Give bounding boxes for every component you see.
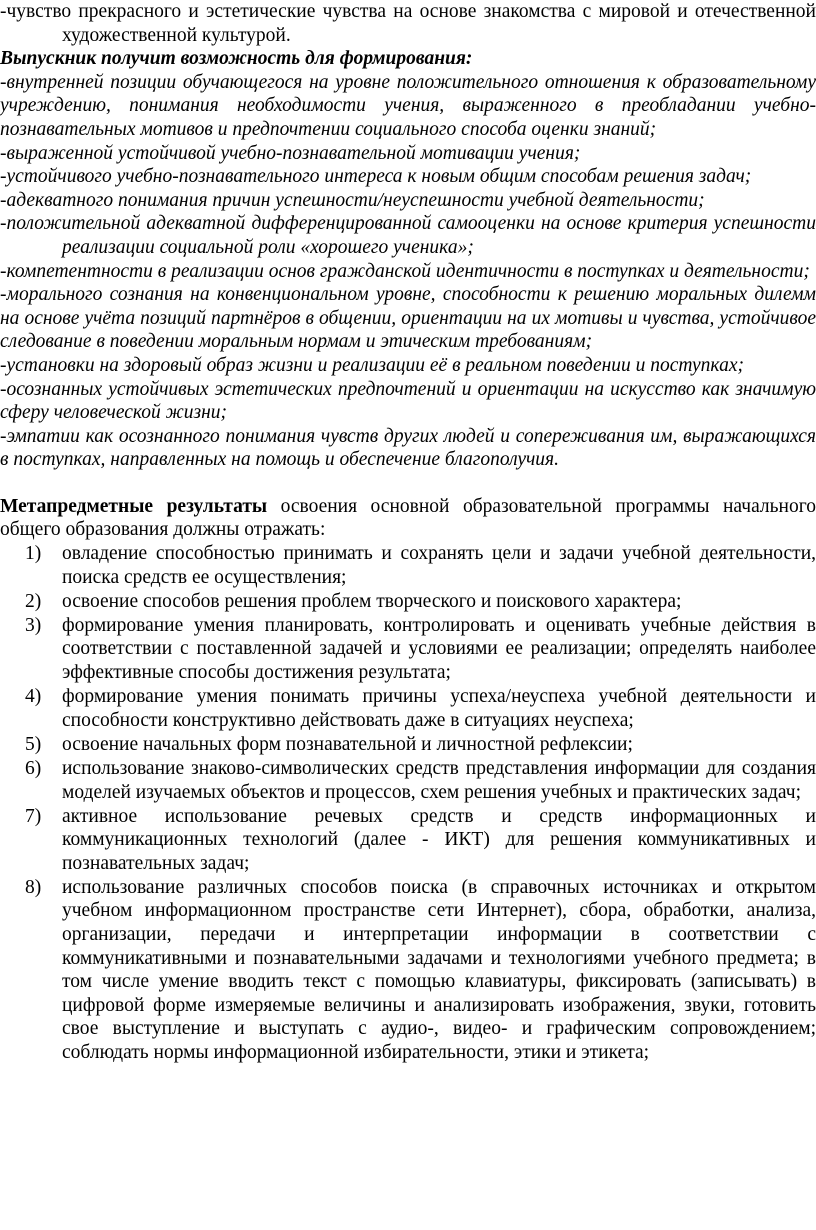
meta-heading [0, 495, 816, 542]
meta-result-item [0, 805, 816, 876]
item-text: использование различных способов поиска (в справочных источниках и открытом учебном информационном пространстве сети Интернет), сбора, обработки, анализа, организации, передачи и интерпретации информации в соответствии с коммуникативными и познавательными задачами и технологиями учебного предмета; в том числе умение вводить текст с помощью клавиатуры, фиксировать (записывать) в цифровой форме измеряемые величины и анализировать изображения, звуки, готовить свое выступление и выступать с аудио-, видео- и графическим сопровождением; соблюдать нормы информационной избирательности, этики и этикета; [62, 876, 816, 1064]
item-number: 1) [25, 543, 42, 565]
meta-result-item [0, 876, 816, 1065]
possibility-item: -адекватного понимания причин успешности/неуспешности учебной деятельности; [0, 189, 705, 211]
item-number: 7) [25, 805, 42, 827]
meta-result-item [0, 757, 816, 804]
meta-result-item [0, 590, 816, 614]
possibility-item: -осознанных устойчивых эстетических предпочтений и ориентации на искусство как значимую сферу человеческой жизни; [0, 378, 816, 424]
possibility-item: -компетентности в реализации основ гражданской идентичности в поступках и деятельности; [0, 260, 810, 282]
item-number: 8) [25, 876, 42, 898]
item-number: 3) [25, 614, 42, 636]
item-text: активное использование речевых средств и средств информационных и коммуникационных технологий (далее - ИКТ) для решения коммуникативных и познавательных задач; [62, 805, 816, 874]
item-text: освоение начальных форм познавательной и личностной рефлексии; [62, 733, 633, 755]
meta-result-item [0, 614, 816, 685]
item-text: использование знаково-символических средств представления информации для создания моделей изучаемых объектов и процессов, схем решения учебных и практических задач; [62, 757, 816, 803]
possibility-item: -выраженной устойчивой учебно-познавательной мотивации учения; [0, 142, 581, 164]
meta-heading-rest: освоения основной образовательной программы начального общего образования должны отражать: [0, 495, 816, 541]
intro-line: -чувство прекрасного и эстетические чувства на основе знакомства с мировой и отечественной художественной культурой. [0, 1, 816, 46]
possibility-item: -положительной адекватной дифференцированной самооценки на основе критерия успешности реализации социальной роли «хорошего ученика»; [0, 213, 816, 258]
meta-heading-bold: Метапредметные результаты [0, 495, 268, 517]
item-number: 5) [25, 733, 42, 755]
meta-result-item [0, 733, 816, 757]
paragraph-gap [0, 472, 816, 495]
item-number: 2) [25, 590, 42, 612]
possibility-item: -эмпатии как осознанного понимания чувств других людей и сопереживания им, выражающихся в поступках, направленных на помощь и обеспечение благополучия. [0, 425, 816, 471]
meta-result-item [0, 542, 816, 589]
possibility-item: -установки на здоровый образ жизни и реализации её в реальном поведении и поступках; [0, 354, 744, 376]
item-text: формирование умения планировать, контролировать и оценивать учебные действия в соответствии с поставленной задачей и условиями ее реализации; определять наиболее эффективные способы достижения результата; [62, 614, 816, 684]
item-number: 4) [25, 686, 42, 708]
possibility-item: -устойчивого учебно-познавательного интереса к новым общим способам решения задач; [0, 166, 752, 188]
item-text: формирование умения понимать причины успеха/неуспеха учебной деятельности и способности конструктивно действовать даже в ситуациях неуспеха; [62, 686, 816, 731]
item-number: 6) [25, 757, 42, 779]
possibility-item: -морального сознания на конвенциональном уровне, способности к решению моральных дилемм на основе учёта позиций партнёров в общении, ориентации на их мотивы и чувства, устойчивое следование в поведении моральным нормам и этическим требованиям; [0, 284, 816, 353]
possibility-item: -внутренней позиции обучающегося на уровне положительного отношения к образовательному учреждению, понимания необходимости учения, выраженного в преобладании учебно-познавательных мотивов и предпочтении социального способа оценки знаний; [0, 71, 816, 140]
possibility-heading: Выпускник получит возможность для формирования: [0, 48, 473, 70]
meta-results-list [0, 542, 816, 1065]
meta-result-item [0, 685, 816, 732]
item-text: освоение способов решения проблем творческого и поискового характера; [62, 590, 682, 612]
item-text: овладение способностью принимать и сохранять цели и задачи учебной деятельности, поиска средств ее осуществления; [62, 543, 816, 588]
